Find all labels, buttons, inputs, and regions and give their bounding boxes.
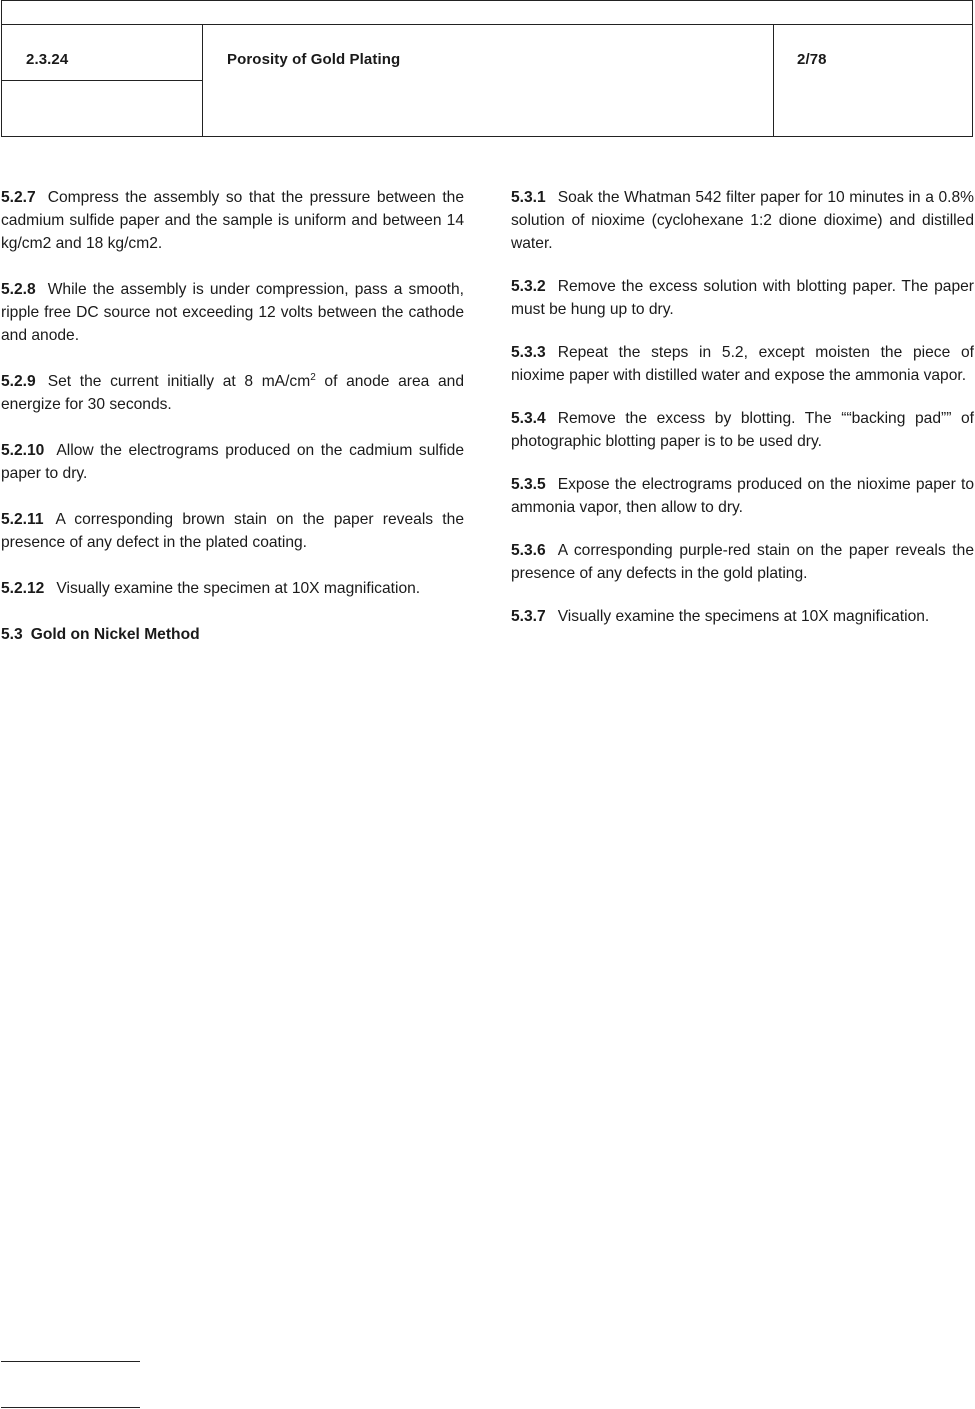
paragraph-text: Allow the electrograms produced on the cadmium sulfide paper to dry. (1, 442, 464, 482)
paragraph-text: Set the current initially at 8 mA/cm (47, 373, 311, 390)
paragraph-5-3-4 (511, 407, 974, 453)
paragraph-number: 5.3.4 (511, 410, 546, 427)
paragraph-text: Visually examine the specimens at 10X magnification. (557, 608, 930, 625)
paragraph-5-2-10 (1, 439, 464, 485)
paragraph-number: 5.3.5 (511, 476, 546, 493)
paragraph-number: 5.3.7 (511, 608, 546, 625)
paragraph-text: Remove the excess solution with blotting paper. The paper must be hung up to dry. (511, 278, 974, 318)
paragraph-number: 5.2.11 (1, 511, 44, 528)
superscript: 2 (310, 371, 316, 383)
footnote-rule (1, 1361, 140, 1362)
paragraph-text: A corresponding purple-red stain on the paper reveals the presence of any defects in the gold plating. (511, 542, 974, 582)
document-header (1, 0, 973, 137)
paragraph-number: 5.2.8 (1, 281, 36, 298)
paragraph-5-3-6 (511, 539, 974, 585)
paragraph-5-3-2 (511, 275, 974, 321)
right-column (511, 186, 974, 648)
paragraph-5-2-11 (1, 508, 464, 554)
paragraph-5-3-7 (511, 605, 974, 628)
paragraph-5-3-3 (511, 341, 974, 387)
paragraph-number: 5.3.2 (511, 278, 546, 295)
section-number: 2.3.24 (26, 51, 69, 68)
left-column (1, 186, 464, 646)
paragraph-number: 5.3.3 (511, 344, 546, 361)
page-number: 2/78 (797, 51, 827, 68)
footnote-rule (1, 1407, 140, 1408)
document-title: Porosity of Gold Plating (227, 51, 401, 68)
header-section-cell (2, 25, 203, 81)
paragraph-5-3-5 (511, 473, 974, 519)
paragraph-5-2-9 (1, 370, 464, 416)
section-heading-5-3 (1, 623, 464, 646)
header-top-strip (2, 1, 972, 25)
paragraph-number: 5.2.10 (1, 442, 45, 459)
paragraph-5-3-1 (511, 186, 974, 255)
paragraph-text-cont: of anode area and energize for 30 seconds. (1, 373, 464, 413)
paragraph-text: Soak the Whatman 542 filter paper for 10 minutes in a 0.8% solution of nioxime (cyclohexane 1:2 dione dioxime) and distilled water. (511, 189, 974, 252)
paragraph-text: A corresponding brown stain on the paper reveals the presence of any defect in the plated coating. (1, 511, 464, 551)
paragraph-number: 5.2.12 (1, 580, 45, 597)
paragraph-number: 5.3.1 (511, 189, 546, 206)
header-title-cell (203, 25, 774, 137)
paragraph-text: Remove the excess by blotting. The ““backing pad”” of photographic blotting paper is to be used dry. (511, 410, 974, 450)
paragraph-text: Repeat the steps in 5.2, except moisten the piece of nioxime paper with distilled water and expose the ammonia vapor. (511, 344, 974, 384)
header-empty-cell (2, 81, 203, 137)
paragraph-number: 5.2.7 (1, 189, 36, 206)
paragraph-text: Visually examine the specimen at 10X magnification. (56, 580, 421, 597)
paragraph-text: Compress the assembly so that the pressure between the cadmium sulfide paper and the sample is uniform and between 14 kg/cm2 and 18 kg/cm2. (1, 189, 464, 252)
section-heading-number: 5.3 (1, 626, 23, 643)
paragraph-5-2-12 (1, 577, 464, 600)
paragraph-5-2-7 (1, 186, 464, 255)
paragraph-number: 5.3.6 (511, 542, 546, 559)
header-page-cell (774, 25, 973, 137)
paragraph-number: 5.2.9 (1, 373, 36, 390)
section-heading-text: Gold on Nickel Method (30, 626, 200, 643)
paragraph-text: Expose the electrograms produced on the nioxime paper to ammonia vapor, then allow to dry. (511, 476, 974, 516)
paragraph-text: While the assembly is under compression, pass a smooth, ripple free DC source not exceeding 12 volts between the cathode and anode. (1, 281, 464, 344)
paragraph-5-2-8 (1, 278, 464, 347)
